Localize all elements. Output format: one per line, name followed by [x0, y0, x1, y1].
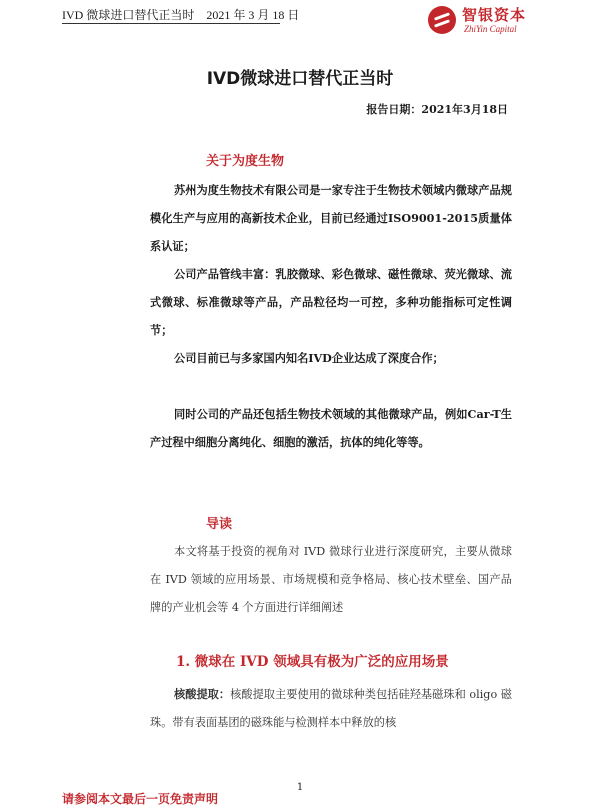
section-1-paragraph: [150, 680, 512, 737]
about-paragraph-4: 同时公司的产品还包括生物技术领域的其他微球产品，例如Car-T生产过程中细胞分离纯化、细胞的激活，抗体的纯化等等。: [150, 407, 512, 449]
about-paragraph-1: 苏州为度生物技术有限公司是一家专注于生物技术领域内微球产品规模化生产与应用的高新技术企业，目前已经通过ISO9001-2015质量体系认证；: [150, 183, 512, 253]
header-text: IVD 微球进口替代正当时 2021 年 3 月 18 日: [62, 8, 300, 22]
report-date: 报告日期：2021年3月18日: [366, 103, 508, 116]
logo-cn-text: 智银资本: [462, 6, 527, 24]
section-1-label: 核酸提取：: [174, 687, 231, 701]
section-1-text: 核酸提取主要使用的微球种类包括硅羟基磁珠和 oligo 磁珠。带有表面基团的磁珠能与检测样本中释放的核: [150, 688, 512, 729]
guide-paragraph: 本文将基于投资的视角对 IVD 微球行业进行深度研究，主要从微球在 IVD 领域的应用场景、市场规模和竞争格局、核心技术壁垒、国产品牌的产业机会等 4 个方面进行详细阐述: [150, 545, 512, 614]
section-1-heading: 1. 微球在 IVD 领域具有极为广泛的应用场景: [176, 654, 449, 670]
page-number: 1: [296, 782, 304, 793]
company-logo: [428, 4, 568, 38]
header-divider: [62, 23, 280, 24]
about-paragraph-2: 公司产品管线丰富：乳胶微球、彩色微球、磁性微球、荧光微球、流式微球、标准微球等产品，产品粒径均一可控，多种功能指标可定性调节；: [150, 267, 512, 337]
logo-mark-icon: [428, 6, 456, 34]
about-heading: 关于为度生物: [206, 154, 285, 169]
about-paragraph-3: 公司目前已与多家国内知名IVD企业达成了深度合作；: [174, 351, 444, 365]
disclaimer-note: 请参阅本文最后一页免责声明: [62, 792, 219, 806]
document-title: IVD微球进口替代正当时: [206, 69, 394, 89]
guide-heading: 导读: [206, 517, 233, 532]
logo-en-text: ZhiYin Capital: [464, 24, 517, 34]
